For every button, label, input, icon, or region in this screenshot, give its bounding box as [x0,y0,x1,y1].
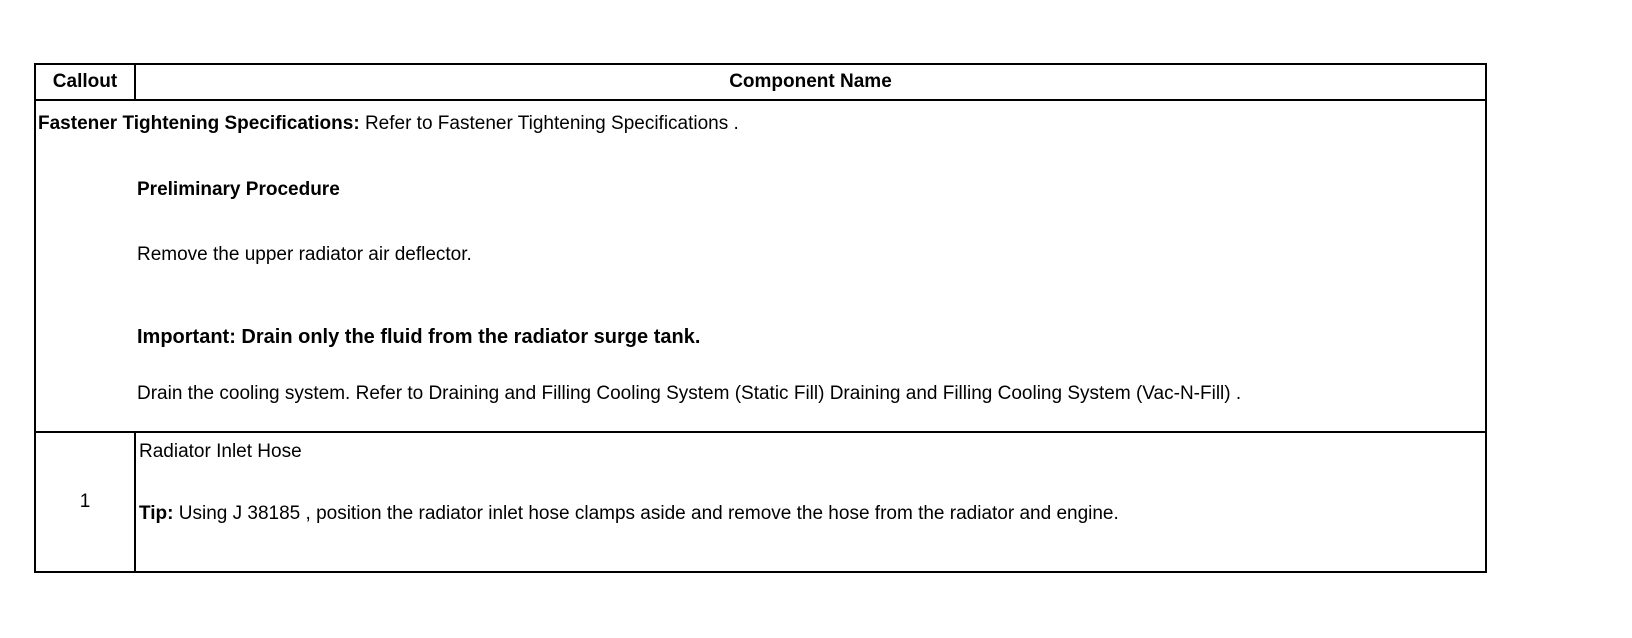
component-table [34,63,1487,573]
table-header-row [35,64,1486,100]
component-name: Radiator Inlet Hose [139,441,302,462]
callout-number: 1 [35,432,135,572]
component-tip [139,503,1119,525]
procedure-step-drain-cooling: Drain the cooling system. Refer to Draining and Filling Cooling System (Static Fill) Draining and Filling Cooling System (Vac-N-Fill) . [137,383,1242,404]
preliminary-procedure-title: Preliminary Procedure [137,179,340,200]
important-note: Important: Drain only the fluid from the radiator surge tank. [137,326,701,348]
component-name-header: Component Name [135,64,1486,100]
component-cell [135,432,1486,572]
fastener-specs-label: Fastener Tightening Specifications: [38,113,360,134]
tip-text: Using J 38185 , position the radiator inlet hose clamps aside and remove the hose from the radiator and engine. [178,503,1119,524]
callout-header: Callout [35,64,135,100]
fastener-specs-line [38,113,739,135]
table-row [35,432,1486,572]
specifications-row [35,100,1486,432]
procedure-step-remove-deflector: Remove the upper radiator air deflector. [137,244,472,265]
tip-label: Tip: [139,503,174,524]
fastener-specs-text: Refer to Fastener Tightening Specifications . [364,113,739,134]
specifications-cell [35,100,1486,432]
